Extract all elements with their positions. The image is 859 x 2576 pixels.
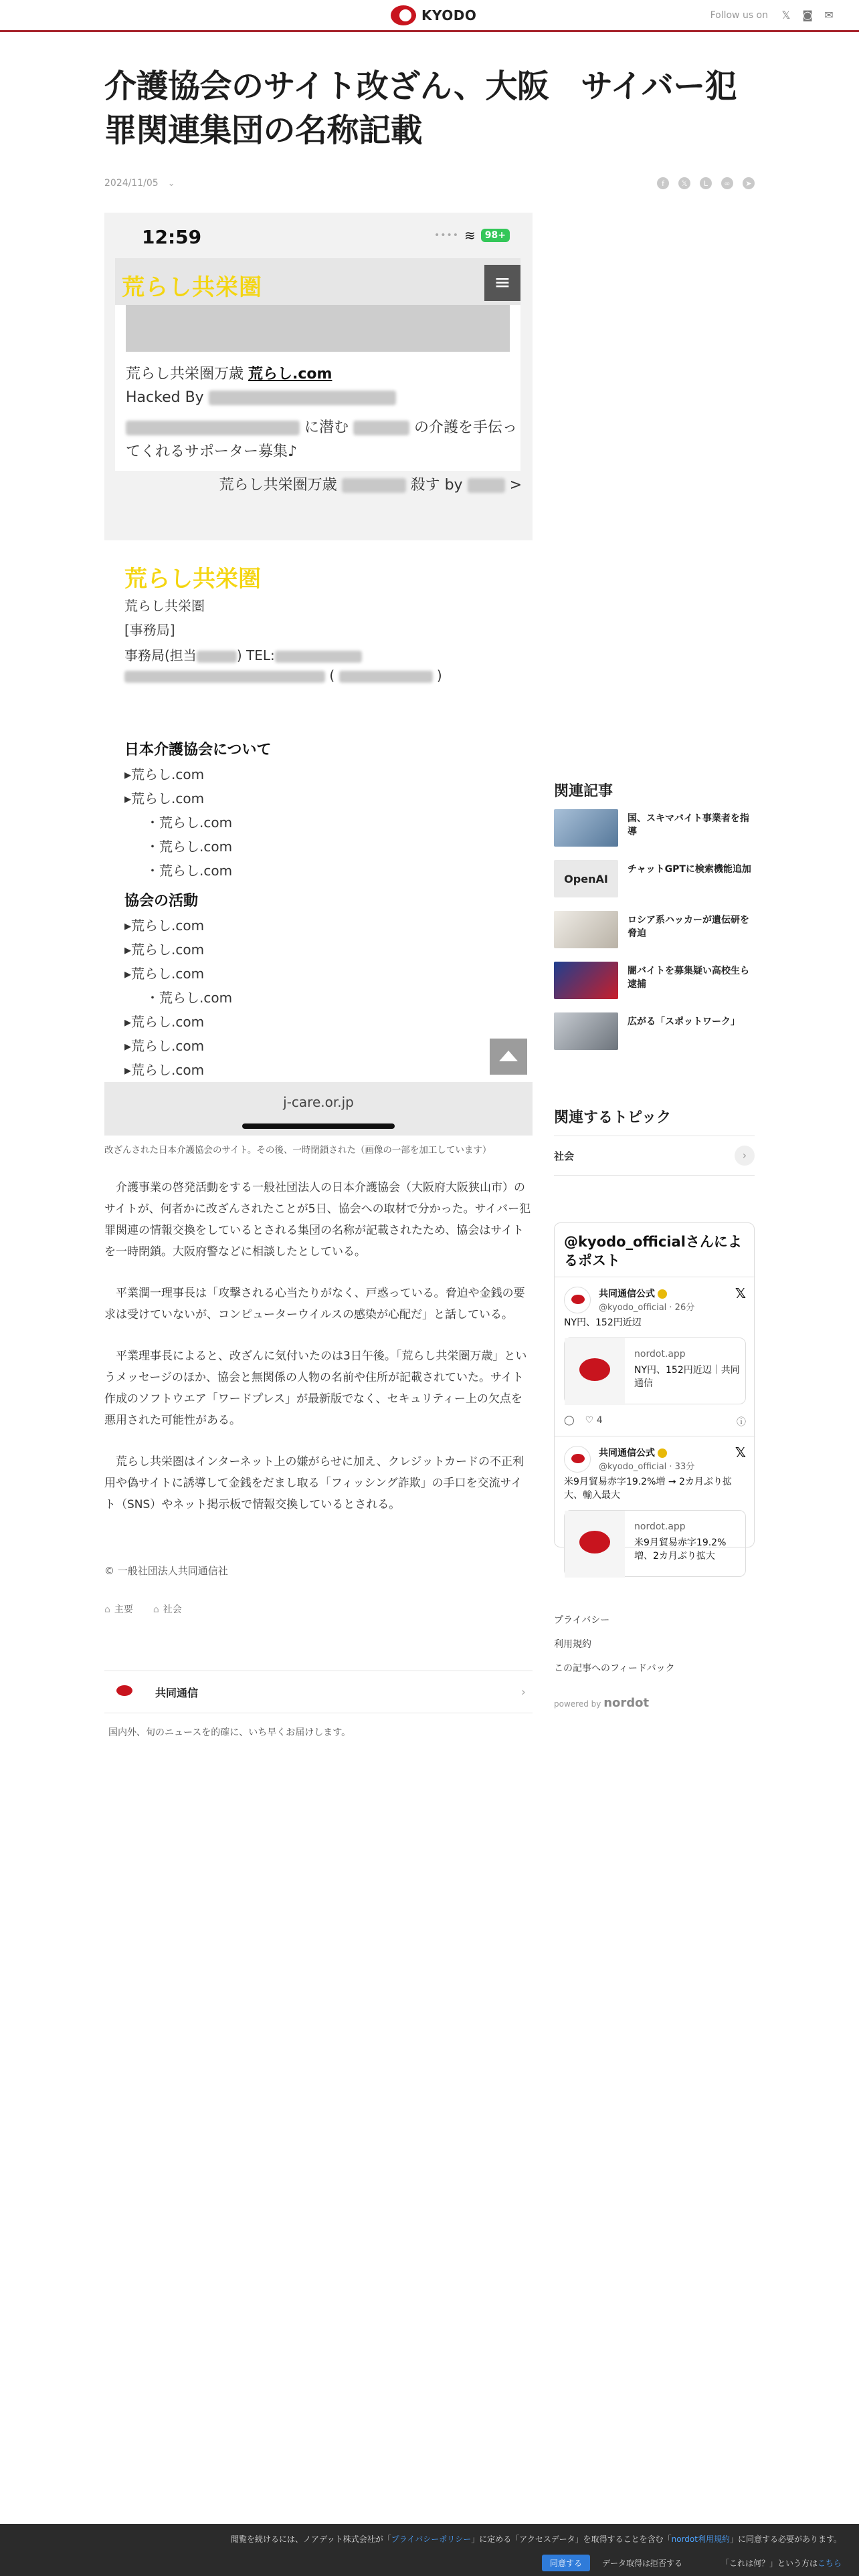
defaced-site-card	[115, 258, 520, 471]
article-header	[104, 64, 755, 152]
related-thumbnail	[554, 962, 618, 999]
x-icon: 𝕏	[735, 1285, 746, 1301]
defaced-list-item: ▸荒らし.com	[124, 942, 205, 958]
chevron-right-icon: ›	[735, 1146, 755, 1166]
verified-badge-icon	[658, 1289, 667, 1299]
gray-banner	[126, 305, 510, 352]
consent-bar	[0, 2524, 859, 2576]
chevron-down-icon[interactable]: ⌄	[167, 178, 175, 189]
related-list	[554, 809, 755, 1070]
related-title: ロシア系ハッカーが遺伝研を脅迫	[628, 915, 749, 939]
tag-shakai[interactable]: ⌂ 社会	[153, 1604, 182, 1615]
copyright-credit: © 一般社団法人共同通信社	[104, 1565, 228, 1577]
signal-icon: ••••	[434, 230, 460, 241]
nordot-logo: nordot	[603, 1696, 650, 1710]
facebook-share-icon[interactable]: f	[657, 177, 669, 189]
defaced-footer-line: 荒らし共栄圏万歳 殺す by >	[219, 477, 522, 494]
related-heading: 関連記事	[554, 783, 613, 800]
blurred-text	[124, 671, 325, 683]
phone-status-bar	[104, 213, 533, 259]
x-post[interactable]	[555, 1436, 755, 1562]
info-icon[interactable]: ⓘ	[737, 1417, 746, 1428]
related-item[interactable]	[554, 1012, 755, 1050]
article-meta	[104, 175, 755, 191]
related-thumbnail	[554, 911, 618, 948]
x-icon: 𝕏	[735, 1444, 746, 1461]
x-post[interactable]	[555, 1277, 755, 1436]
related-thumbnail	[554, 1012, 618, 1050]
tag-icon: ⌂	[153, 1604, 159, 1615]
related-topics	[554, 1106, 755, 1181]
terms-link[interactable]: 利用規約	[554, 1639, 591, 1650]
browser-url-bar	[104, 1082, 533, 1136]
article-paragraph: 平業潤一理事長は「攻撃される心当たりがなく、戸惑っている。脅迫や金銭の要求は受けていないが、コンピューターウイルスの感染が心配だ」と話している。	[104, 1287, 525, 1321]
section-heading: 日本介護協会について	[124, 742, 272, 758]
kyodo-logo-mark	[391, 5, 416, 25]
kyodo-logo	[565, 1338, 625, 1405]
defaced-list-item: ▸荒らし.com	[124, 966, 205, 982]
consent-actions	[542, 2555, 842, 2571]
agree-button[interactable]: 同意する	[542, 2555, 590, 2571]
defaced-list-item: ▸荒らし.com	[124, 1038, 205, 1054]
consent-text: 閲覧を続けるには、ノアデット株式会社が「プライバシーポリシー」に定める「アクセスデータ」を取得することを含む「nordot利用規約」に同意する必要があります。	[231, 2535, 842, 2544]
topics-heading: 関連するトピック	[554, 1109, 672, 1126]
line-icon[interactable]: ◙	[802, 9, 813, 21]
privacy-policy-link[interactable]: プライバシーポリシー	[391, 2535, 472, 2544]
related-thumbnail: OpenAI	[554, 860, 618, 897]
card-domain: nordot.app	[634, 1349, 686, 1360]
article-title: 介護協会のサイト改ざん、大阪 サイバー犯罪関連集団の名称記載	[104, 68, 737, 149]
card-title: 米9月貿易赤字19.2%増、2カ月ぶり拡大	[634, 1537, 727, 1562]
link-copy-icon[interactable]: ∞	[721, 177, 733, 189]
defaced-brand-2: 荒らし共栄圏	[124, 566, 261, 593]
topic-name: 社会	[554, 1150, 575, 1162]
article-paragraph: 介護事業の啓発活動をする一般社団法人の日本介護協会（大阪府大阪狭山市）のサイトが、何者かに改ざんされたことが5日、協会への取材で分かった。サイバー犯罪関連の情報交換をしているとされる集団の名称が記載されたため、協会はサイトを一時閉鎖。大阪府警などに相談したとしている。	[104, 1181, 531, 1259]
related-title: チャットGPTに検索機能追加	[628, 864, 751, 875]
link-card[interactable]	[564, 1337, 746, 1404]
related-item[interactable]	[554, 809, 755, 847]
here-link[interactable]: こちら	[817, 2559, 842, 2568]
defaced-site-footer	[104, 473, 533, 540]
defaced-list-item: ▸荒らし.com	[124, 1062, 205, 1078]
section-heading: 協会の活動	[124, 893, 199, 909]
card-domain: nordot.app	[634, 1521, 686, 1532]
defaced-list-item: ・荒らし.com	[146, 990, 233, 1006]
defaced-line-4: てくれるサポーター募集♪	[126, 443, 298, 460]
defaced-site-header	[115, 258, 520, 305]
post-text: NY円、152円近辺	[564, 1317, 642, 1328]
defaced-brand: 荒らし共栄圏	[122, 274, 262, 301]
blurred-text	[468, 478, 505, 493]
post-author: 共同通信公式	[599, 1446, 667, 1459]
defaced-list-item: ▸荒らし.com	[124, 1014, 205, 1030]
article-paragraph: 平業理事長によると、改ざんに気付いたのは3日午後。「荒らし共栄圏万歳」というメッセージのほか、協会と無関係の人物の名前や住所が記載されていた。サイト作成のソフトウエア「ワードプレス」が最新版でなく、セキュリティー上の欠点を悪用された可能性がある。	[104, 1350, 527, 1427]
avatar	[564, 1287, 591, 1313]
sidebar-links	[554, 1613, 755, 1685]
x-timeline-heading: @kyodo_officialさんによるポスト	[564, 1234, 742, 1269]
follow-us	[710, 9, 835, 21]
defaced-list-item: ・荒らし.com	[146, 839, 233, 855]
related-thumbnail	[554, 809, 618, 847]
link-card[interactable]	[564, 1510, 746, 1577]
blurred-text	[342, 478, 406, 493]
x-timeline-embed	[554, 1222, 755, 1562]
article-tags	[104, 1602, 182, 1616]
card-title: NY円、152円近辺｜共同通信	[634, 1365, 740, 1389]
kyodo-logo	[565, 1511, 625, 1578]
publisher-name: 共同通信	[155, 1686, 199, 1699]
powered-by[interactable]: powered by nordot	[554, 1696, 650, 1710]
blurred-text	[209, 391, 396, 405]
publisher-link[interactable]	[104, 1671, 533, 1713]
related-item[interactable]	[554, 860, 755, 897]
defaced-text: 事務局(担当 ) TEL:	[124, 645, 362, 664]
avatar	[564, 1446, 591, 1473]
image-caption: 改ざんされた日本介護協会のサイト。その後、一時閉鎖された（画像の一部を加工しています）	[104, 1145, 492, 1156]
blurred-text	[126, 421, 300, 435]
chevron-right-icon: ›	[520, 1685, 526, 1699]
defaced-line-1: 荒らし共栄圏万歳 荒らし.com	[126, 366, 332, 383]
defaced-list-item: ▸荒らし.com	[124, 918, 205, 934]
defaced-list-item: ・荒らし.com	[146, 815, 233, 831]
status-time: 12:59	[142, 226, 202, 248]
x-share-icon[interactable]: 𝕏	[678, 177, 690, 189]
blurred-text	[275, 651, 362, 663]
share-buttons	[657, 177, 755, 189]
status-icons	[434, 227, 510, 243]
article-image	[104, 213, 533, 1136]
defaced-text: 荒らし共栄圏	[124, 598, 205, 614]
wifi-icon: ≋	[464, 227, 476, 243]
blurred-text	[339, 671, 433, 683]
terms-link[interactable]: nordot利用規約	[671, 2535, 730, 2544]
defaced-line-3: に潜む の介護を手伝っ	[126, 416, 517, 437]
defaced-list-item: ▸荒らし.com	[124, 766, 205, 782]
article-body	[104, 1177, 533, 1535]
post-actions	[564, 1415, 746, 1428]
related-articles	[554, 780, 755, 800]
defaced-line-2: Hacked By	[126, 389, 396, 406]
kyodo-logo	[111, 1679, 138, 1705]
article-date: 2024/11/05	[104, 178, 159, 189]
like-button[interactable]: ♡ 4	[585, 1415, 603, 1426]
hamburger-menu-icon: ≡	[484, 265, 520, 301]
line-share-icon[interactable]: L	[700, 177, 712, 189]
topic-shakai[interactable]	[554, 1136, 755, 1176]
publisher-description: 国内外、旬のニュースを的確に、いち早くお届けします。	[108, 1727, 351, 1738]
scroll-top-icon	[490, 1039, 527, 1075]
related-title: 国、スキマバイト事業者を指導	[628, 813, 749, 837]
blurred-text	[197, 651, 237, 663]
related-title: 闇バイトを募集疑い高校生ら逮捕	[628, 966, 749, 990]
browser-url: j-care.or.jp	[283, 1094, 354, 1110]
article-date-wrap[interactable]	[104, 178, 175, 189]
post-text: 米9月貿易赤字19.2%増 → 2カ月ぶり拡大、輸入最大	[564, 1477, 732, 1501]
tag-icon: ⌂	[104, 1604, 110, 1615]
defaced-list-item: ▸荒らし.com	[124, 790, 205, 807]
defaced-list-item: ・荒らし.com	[146, 863, 233, 879]
privacy-link[interactable]: プライバシー	[554, 1615, 610, 1626]
defaced-link: 荒らし.com	[248, 366, 332, 383]
tag-shuyou[interactable]: ⌂ 主要	[104, 1604, 133, 1615]
site-header	[0, 0, 859, 32]
related-title: 広がる「スポットワーク」	[628, 1016, 740, 1027]
battery-badge: 98+	[481, 229, 510, 242]
reply-icon[interactable]: ◯	[564, 1415, 575, 1426]
post-author: 共同通信公式	[599, 1287, 667, 1300]
follow-label: Follow us on	[710, 9, 768, 21]
article-paragraph: 荒らし共栄圏はインターネット上の嫌がらせに加え、クレジットカードの不正利用や偽サイトに誘導して金銭をだまし取る「フィッシング詐欺」の手口を交流サイト（SNS）やネット掲示板で情報交換しているとされる。	[104, 1455, 524, 1511]
mail-icon[interactable]: ✉	[824, 9, 834, 21]
related-item[interactable]	[554, 911, 755, 948]
send-share-icon[interactable]: ➤	[743, 177, 755, 189]
defaced-site-lower	[104, 540, 533, 1089]
kyodo-logo[interactable]	[391, 5, 476, 25]
related-item[interactable]	[554, 962, 755, 999]
post-handle: @kyodo_official · 26分	[599, 1303, 695, 1313]
x-icon[interactable]: 𝕏	[781, 9, 791, 21]
feedback-link[interactable]: この記事へのフィードバック	[554, 1663, 675, 1674]
verified-badge-icon	[658, 1448, 667, 1458]
what-is-this-text: 「これは何？」という方はこちら	[721, 2559, 842, 2568]
post-handle: @kyodo_official · 33分	[599, 1462, 695, 1472]
defaced-text: ( )	[124, 667, 442, 683]
blurred-text	[353, 421, 409, 435]
refuse-button[interactable]: データ取得は拒否する	[601, 2559, 682, 2568]
home-indicator	[242, 1123, 395, 1129]
defaced-text: [事務局]	[124, 622, 175, 638]
logo-text: KYODO	[421, 7, 477, 23]
